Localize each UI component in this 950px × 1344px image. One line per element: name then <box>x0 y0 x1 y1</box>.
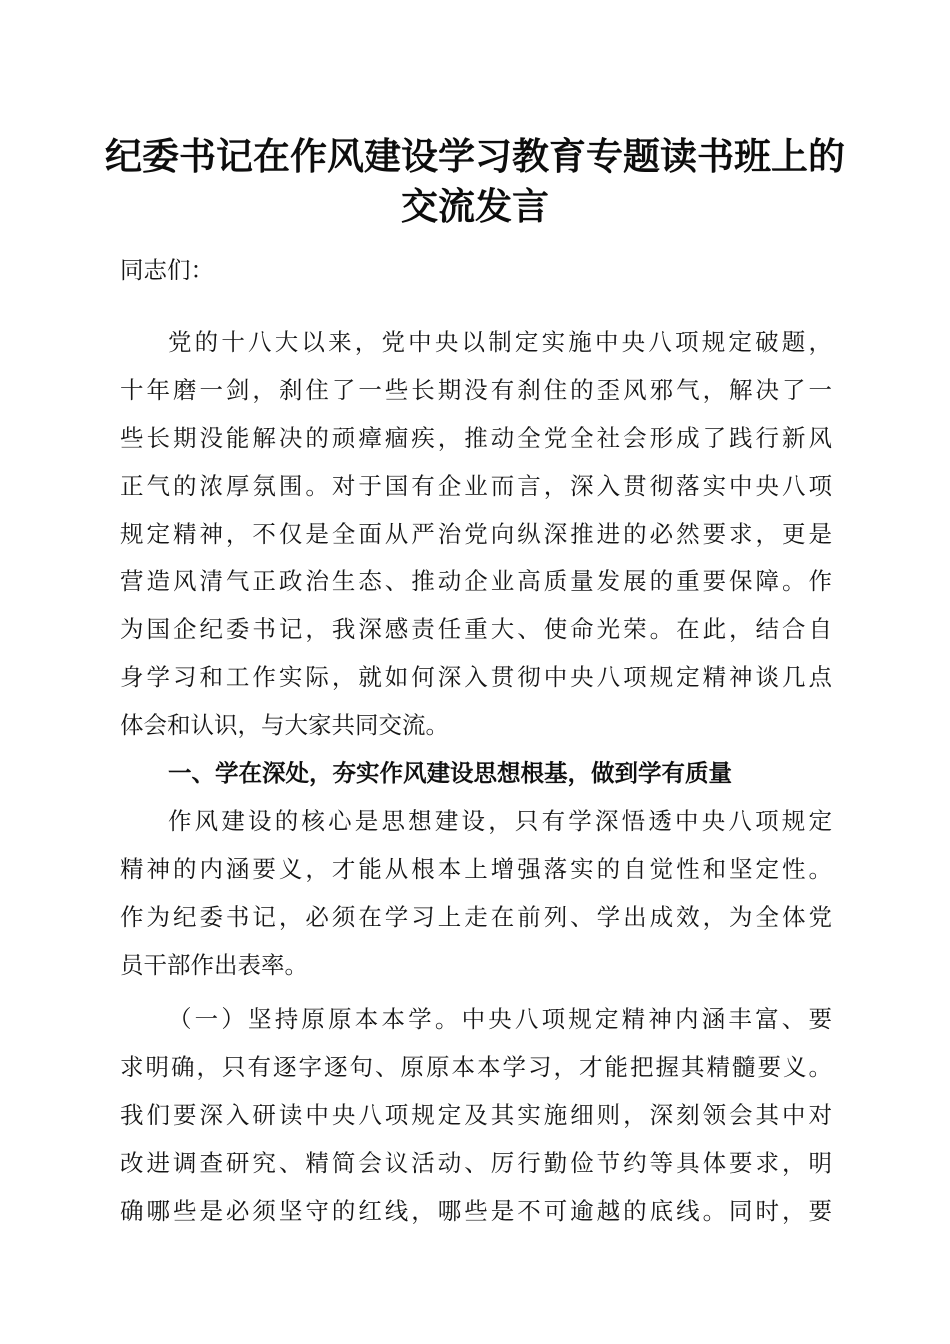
paragraph-1-line: 些长期没能解决的顽瘴痼疾，推动全党全社会形成了践行新风 <box>120 424 832 452</box>
paragraph-1-line: 正气的浓厚氛围。对于国有企业而言，深入贯彻落实中央八项 <box>120 472 832 500</box>
paragraph-2-line: 精神的内涵要义，才能从根本上增强落实的自觉性和坚定性。 <box>120 855 832 883</box>
paragraph-2-line: 员干部作出表率。 <box>120 951 308 979</box>
paragraph-3-first-text: 中央八项规定精神内涵丰富、要 <box>461 1005 832 1033</box>
paragraph-3-line: 改进调查研究、精简会议活动、厉行勤俭节约等具体要求，明 <box>120 1149 832 1177</box>
section-heading-1: 一、学在深处，夯实作风建设思想根基，做到学有质量 <box>168 759 732 787</box>
paragraph-2-line: 作风建设的核心是思想建设，只有学深悟透中央八项规定 <box>168 807 832 835</box>
paragraph-3-line: 确哪些是必须坚守的红线，哪些是不可逾越的底线。同时，要 <box>120 1197 832 1225</box>
salutation: 同志们： <box>120 256 214 284</box>
paragraph-1-line: 身学习和工作实际，就如何深入贯彻中央八项规定精神谈几点 <box>120 663 832 691</box>
paragraph-1-line: 体会和认识，与大家共同交流。 <box>120 711 449 739</box>
paragraph-3-line: 我们要深入研读中央八项规定及其实施细则，深刻领会其中对 <box>120 1101 832 1129</box>
paragraph-1-line: 为国企纪委书记，我深感责任重大、使命光荣。在此，结合自 <box>120 615 832 643</box>
paragraph-1-line: 党的十八大以来，党中央以制定实施中央八项规定破题， <box>168 328 832 356</box>
document-title-line-1: 纪委书记在作风建设学习教育专题读书班上的 <box>105 134 845 178</box>
paragraph-1-line: 规定精神，不仅是全面从严治党向纵深推进的必然要求，更是 <box>120 520 832 548</box>
paragraph-3-line: 求明确，只有逐字逐句、原原本本学习，才能把握其精髓要义。 <box>120 1053 832 1081</box>
paragraph-1-line: 十年磨一剑，刹住了一些长期没有刹住的歪风邪气，解决了一 <box>120 376 832 404</box>
subsection-lead: （一）坚持原原本本学。 <box>168 1005 462 1033</box>
paragraph-3-line <box>168 1004 832 1034</box>
paragraph-1-line: 营造风清气正政治生态、推动企业高质量发展的重要保障。作 <box>120 567 832 595</box>
paragraph-2-line: 作为纪委书记，必须在学习上走在前列、学出成效，为全体党 <box>120 903 832 931</box>
document-title-line-2: 交流发言 <box>401 184 549 228</box>
